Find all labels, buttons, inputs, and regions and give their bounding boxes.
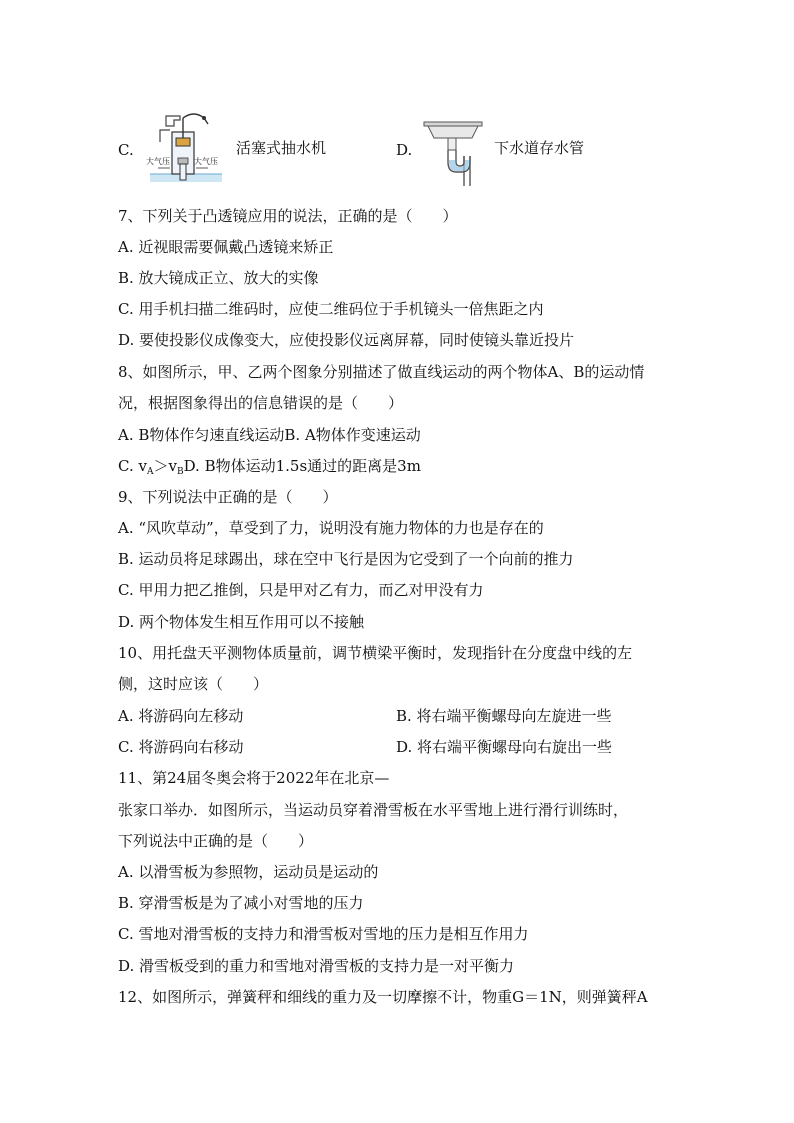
q7-option-d: D. 要使投影仪成像变大，应使投影仪远离屏幕，同时使镜头靠近投片	[118, 331, 575, 349]
q11-option-b: B. 穿滑雪板是为了减小对雪地的压力	[118, 894, 364, 912]
option-d-letter: D.	[396, 141, 413, 159]
q9-stem: 9、下列说法中正确的是（ ）	[118, 488, 338, 506]
q11-option-a: A. 以滑雪板为参照物，运动员是运动的	[118, 863, 379, 881]
q11-option-d: D. 滑雪板受到的重力和雪地对滑雪板的支持力是一对平衡力	[118, 957, 515, 975]
q12-stem-line1: 12、如图所示，弹簧秤和细线的重力及一切摩擦不计，物重G＝1N，则弹簧秤A	[118, 988, 648, 1006]
q10-stem-line1: 10、用托盘天平测物体质量前，调节横梁平衡时，发现指针在分度盘中线的左	[118, 644, 633, 662]
q8-option-cd	[118, 456, 421, 482]
q9-option-a: A. “风吹草动”，草受到了力，说明没有施力物体的力也是存在的	[118, 519, 544, 537]
q7-option-a: A. 近视眼需要佩戴凸透镜来矫正	[118, 238, 334, 256]
q8-option-ab: A. B物体作匀速直线运动B. A物体作变速运动	[118, 426, 421, 444]
option-d-label: 下水道存水管	[494, 139, 585, 157]
q11-stem-line1: 11、第24届冬奥会将于2022年在北京—	[118, 769, 390, 787]
option-c-letter: C.	[118, 141, 134, 159]
piston-pump-figure	[146, 112, 226, 188]
q9-option-d: D. 两个物体发生相互作用可以不接触	[118, 613, 365, 631]
q8-option-c-prefix: C. v	[118, 457, 147, 475]
q11-option-c: C. 雪地对滑雪板的支持力和滑雪板对雪地的压力是相互作用力	[118, 925, 529, 943]
air-pressure-label-right: 大气压	[194, 157, 218, 166]
option-c-label: 活塞式抽水机	[236, 139, 327, 157]
q8-subscript-b: B	[176, 467, 184, 477]
q8-subscript-a: A	[146, 467, 154, 477]
q8-option-d: D. B物体运动1.5s通过的距离是3m	[183, 457, 421, 475]
q8-option-c-mid: ＞v	[153, 457, 177, 475]
q10-option-d: D. 将右端平衡螺母向右旋出一些	[396, 738, 613, 756]
drain-trap-figure	[420, 116, 486, 188]
q8-stem-line1: 8、如图所示，甲、乙两个图象分别描述了做直线运动的两个物体A、B的运动情	[118, 363, 645, 381]
q11-stem-line2: 张家口举办．如图所示，当运动员穿着滑雪板在水平雪地上进行滑行训练时，	[118, 801, 629, 819]
q7-option-b: B. 放大镜成正立、放大的实像	[118, 269, 319, 287]
q10-option-c: C. 将游码向右移动	[118, 738, 244, 756]
q9-option-b: B. 运动员将足球踢出，球在空中飞行是因为它受到了一个向前的推力	[118, 550, 574, 568]
q10-option-b: B. 将右端平衡螺母向左旋进一些	[396, 707, 612, 725]
piston-pump-icon	[146, 112, 226, 188]
q10-option-a: A. 将游码向左移动	[118, 707, 244, 725]
q9-option-c: C. 甲用力把乙推倒，只是甲对乙有力，而乙对甲没有力	[118, 581, 484, 599]
q7-option-c: C. 用手机扫描二维码时，应使二维码位于手机镜头一倍焦距之内	[118, 300, 544, 318]
drain-trap-icon	[420, 116, 486, 188]
q8-stem-line2: 况，根据图象得出的信息错误的是（ ）	[118, 394, 404, 412]
q7-stem: 7、下列关于凸透镜应用的说法，正确的是（ ）	[118, 207, 458, 225]
q10-stem-line2: 侧，这时应该（ ）	[118, 675, 269, 693]
q11-stem-line3: 下列说法中正确的是（ ）	[118, 832, 314, 850]
air-pressure-label-left: 大气压	[146, 157, 170, 166]
